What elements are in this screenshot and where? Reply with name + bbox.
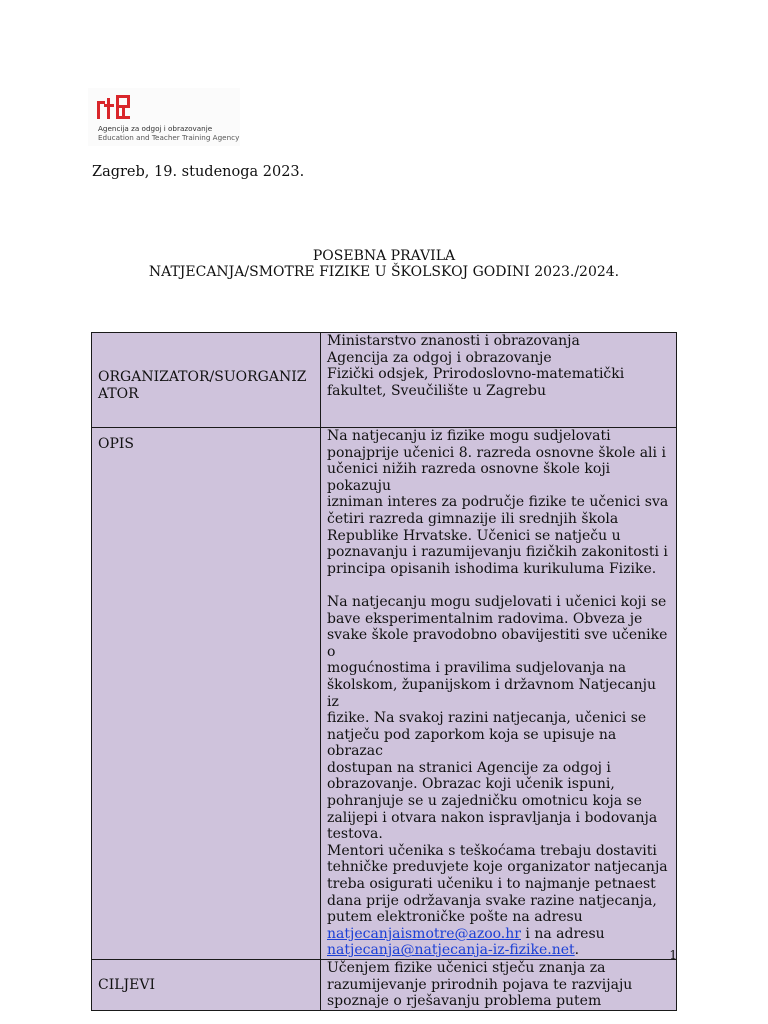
document-date: Zagreb, 19. studenoga 2023. [92,164,305,180]
agency-logo [88,88,240,146]
opis-content-cell [321,428,677,960]
email-link-natjecanja[interactable]: natjecanja@natjecanja-iz-fizike.net [327,942,575,959]
opis-para-1-line: učenici nižih razreda osnovne škole koji pokazuju [327,461,611,494]
opis-para-1-line: četiri razreda gimnazije ili srednjih škola [327,510,619,527]
ciljevi-line: razumijevanje prirodnih pojava te razvijaju [327,976,633,993]
opis-para-3-line: dana prije održavanja svake razine natjecanja, [327,892,657,909]
opis-para-2-line: mogućnostima i pravilima sudjelovanja na [327,660,627,677]
table-row-organizer [92,333,677,428]
opis-para-2-line: školskom, županijskom i državnom Natjecanju iz [327,676,656,710]
opis-para-2-line: natječu pod zaporkom koja se upisuje na obrazac [327,726,617,760]
opis-para-3-line: Mentori učenika s teškoćama trebaju dostaviti [327,842,657,859]
logo-agency-name-en: Education and Teacher Training Agency [98,133,240,142]
opis-para-1-line: principa opisanih ishodima kurikuluma Fizike. [327,560,657,577]
organizer-line: Agencija za odgoj i obrazovanje [327,349,552,366]
opis-para-2-line: pohranjuje se u zajedničku omotnicu koja se [327,793,642,810]
organizer-line: fakultet, Sveučilište u Zagrebu [327,382,547,399]
table-row-opis [92,428,677,960]
document-title: POSEBNA PRAVILA [312,248,456,264]
organizer-line: Fizički odsjek, Prirodoslovno-matematički [327,366,625,383]
opis-para-2-line: zalijepi i otvara nakon ispravljanja i bodovanja [327,809,658,826]
opis-para-1-line: Republike Hrvatske. Učenici se natječu u [327,527,621,544]
opis-para-1-line: ponajprije učenici 8. razreda osnovne škole ali i [327,444,666,461]
opis-end-period: . [574,942,580,959]
ciljevi-line: Učenjem fizike učenici stječu znanja za [327,960,606,976]
opis-para-3-line: putem elektroničke pošte na adresu [327,909,583,926]
ciljevi-line: spoznaje o rješavanju problema putem [327,993,602,1010]
ciljevi-content-cell [321,960,677,1011]
opis-para-2-line: testova. [327,826,383,843]
ciljevi-label-cell [92,960,321,1011]
opis-para-2-line: Na natjecanju mogu sudjelovati i učenici koji se [327,593,667,610]
ciljevi-label: CILJEVI [98,976,156,993]
opis-para-1-line: izniman interes za područje fizike te učenici sva [327,494,669,511]
email-link-azoo[interactable]: natjecanjaismotre@azoo.hr [327,925,521,942]
opis-para-1-line: poznavanju i razumijevanju fizičkih zakonitosti i [327,544,668,561]
agency-logo-mark-icon [96,92,136,122]
opis-para-2-line: dostupan na stranici Agencije za odgoj i [327,759,611,776]
opis-email-line-2 [327,942,672,959]
rules-table [91,332,677,1011]
opis-para-2-line: bave eksperimentalnim radovima. Obveza je [327,610,643,627]
organizer-label-cell [92,333,321,428]
opis-para-3-line: tehničke preduvjete koje organizator natjecanja [327,859,668,876]
organizer-line: Ministarstvo znanosti i obrazovanja [327,333,580,349]
document-subtitle: NATJECANJA/SMOTRE FIZIKE U ŠKOLSKOJ GODINI 2023./2024. [148,264,620,280]
organizer-content-cell [321,333,677,428]
organizer-label-line-2: ATOR [98,386,139,402]
opis-email-line-1 [327,926,672,943]
table-row-ciljevi [92,960,677,1011]
page-number: 1 [669,948,677,962]
opis-para-2-line: svake škole pravodobno obavijestiti sve učenike o [327,627,668,660]
opis-para-1-line: Na natjecanju iz fizike mogu sudjelovati [327,428,611,444]
opis-para-2-line: obrazovanje. Obrazac koji učenik ispuni, [327,776,615,793]
opis-para-2-line: fizike. Na svakoj razini natjecanja, učenici se [327,710,647,727]
opis-label-cell [92,428,321,960]
opis-between-emails: i na adresu [520,925,605,942]
logo-agency-name: Agencija za odgoj i obrazovanje [98,124,213,133]
opis-label: OPIS [98,436,135,452]
organizer-label-line-1: ORGANIZATOR/SUORGANIZ [98,369,307,386]
opis-para-3-line: treba osigurati učeniku i to najmanje petnaest [327,876,656,893]
